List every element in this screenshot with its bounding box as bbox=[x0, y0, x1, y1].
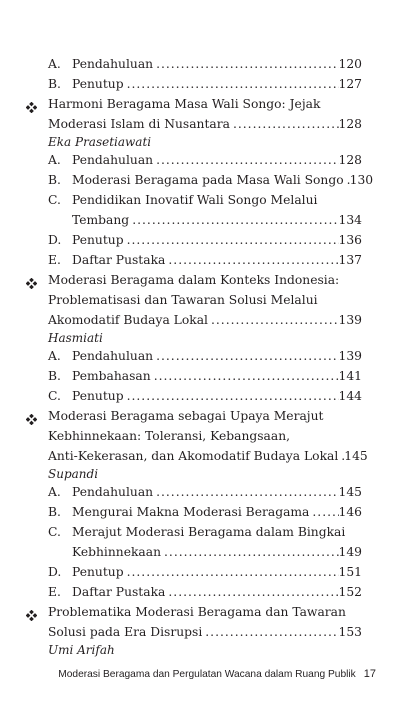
toc-entry-row bbox=[48, 366, 362, 386]
toc-entry-title: Kebhinnekaan bbox=[72, 545, 162, 559]
toc-page-number: 137 bbox=[338, 253, 362, 267]
dot-leader bbox=[129, 210, 338, 230]
toc-entry-title: Moderasi Beragama dalam Konteks Indonesia: bbox=[48, 273, 340, 287]
dot-leader bbox=[153, 150, 338, 170]
toc-subsection-line bbox=[24, 150, 362, 170]
toc-entry-title: Daftar Pustaka bbox=[72, 585, 166, 599]
dot-leader bbox=[124, 74, 339, 94]
table-of-contents bbox=[24, 54, 374, 658]
toc-entry-row bbox=[48, 622, 362, 642]
toc-entry-row bbox=[48, 502, 362, 522]
toc-entry-title: Pembahasan bbox=[72, 369, 151, 383]
toc-subsection-line bbox=[24, 522, 362, 542]
toc-entry-title: Moderasi Beragama pada Masa Wali Songo bbox=[72, 173, 344, 187]
toc-entry-row bbox=[48, 386, 362, 406]
toc-page-number: 139 bbox=[338, 349, 362, 363]
toc-entry-row bbox=[48, 150, 362, 170]
toc-item-letter: E. bbox=[48, 253, 61, 267]
dot-leader bbox=[153, 346, 338, 366]
toc-entry-title: Pendahuluan bbox=[72, 57, 154, 71]
toc-page-number: 144 bbox=[338, 389, 362, 403]
toc-entry-title: Problematika Moderasi Beragama dan Tawaran bbox=[48, 605, 346, 619]
toc-entry-title: Harmoni Beragama Masa Wali Songo: Jejak bbox=[48, 97, 321, 111]
toc-entry-row bbox=[48, 310, 362, 330]
toc-subsection-line bbox=[24, 230, 362, 250]
toc-entry-row bbox=[48, 346, 362, 366]
toc-entry-title: Penutup bbox=[72, 389, 124, 403]
toc-item-letter: B. bbox=[48, 77, 61, 91]
toc-author: Hasmiati bbox=[48, 331, 103, 345]
toc-page-number: 141 bbox=[338, 369, 362, 383]
toc-entry-row bbox=[48, 270, 362, 290]
toc-item-letter: B. bbox=[48, 173, 61, 187]
running-title: Moderasi Beragama dan Pergulatan Wacana dalam Ruang Publik bbox=[58, 669, 356, 680]
four-diamond-bullet-icon bbox=[26, 411, 37, 422]
dot-leader bbox=[202, 622, 338, 642]
toc-entry-title: Moderasi Beragama sebagai Upaya Merajut bbox=[48, 409, 324, 423]
toc-subsection-line bbox=[24, 562, 362, 582]
toc-item-letter: D. bbox=[48, 565, 62, 579]
toc-chapter-line bbox=[24, 446, 368, 466]
toc-entry-row bbox=[48, 562, 362, 582]
toc-item-letter: A. bbox=[48, 485, 61, 499]
toc-page-number: 152 bbox=[338, 585, 362, 599]
dot-leader bbox=[165, 250, 338, 270]
four-diamond-bullet-icon bbox=[26, 607, 37, 618]
toc-entry-row bbox=[48, 230, 362, 250]
toc-page-number: 151 bbox=[338, 565, 362, 579]
toc-entry-title: Pendahuluan bbox=[72, 349, 154, 363]
toc-entry-row bbox=[72, 210, 362, 230]
toc-subsection-line bbox=[24, 502, 362, 522]
toc-entry-title: Pendahuluan bbox=[72, 485, 154, 499]
toc-item-letter: C. bbox=[48, 525, 61, 539]
toc-item-letter: B. bbox=[48, 369, 61, 383]
toc-page-number: 134 bbox=[338, 213, 362, 227]
toc-subsection-line bbox=[24, 210, 362, 230]
toc-author: Supandi bbox=[48, 467, 99, 481]
toc-item-letter: A. bbox=[48, 57, 61, 71]
toc-subsection-line bbox=[24, 250, 362, 270]
toc-entry-title: Daftar Pustaka bbox=[72, 253, 166, 267]
toc-chapter-line bbox=[24, 622, 362, 642]
toc-item-letter: E. bbox=[48, 585, 61, 599]
toc-chapter-line bbox=[24, 310, 362, 330]
toc-entry-row bbox=[48, 290, 362, 310]
toc-chapter-line bbox=[24, 406, 362, 426]
toc-author: Umi Arifah bbox=[48, 643, 115, 657]
toc-chapter-line bbox=[24, 94, 362, 114]
toc-entry-row bbox=[48, 74, 362, 94]
toc-subsection-line bbox=[24, 386, 362, 406]
toc-entry-title: Penutup bbox=[72, 77, 124, 91]
toc-subsection-line bbox=[24, 582, 362, 602]
toc-page-number: 146 bbox=[338, 505, 362, 519]
toc-entry-row bbox=[48, 406, 362, 426]
toc-page-number: 145 bbox=[338, 485, 362, 499]
toc-item-letter: A. bbox=[48, 349, 61, 363]
toc-entry-row bbox=[48, 446, 368, 466]
toc-entry-row bbox=[72, 542, 362, 562]
toc-entry-row bbox=[48, 54, 362, 74]
toc-page-number: 153 bbox=[338, 625, 362, 639]
toc-entry-title: Tembang bbox=[72, 213, 130, 227]
toc-chapter-line bbox=[24, 290, 362, 310]
toc-entry-row bbox=[48, 482, 362, 502]
dot-leader bbox=[161, 542, 339, 562]
toc-entry-title: Kebhinnekaan: Toleransi, Kebangsaan, bbox=[48, 429, 291, 443]
toc-entry-title: Problematisasi dan Tawaran Solusi Melalui bbox=[48, 293, 318, 307]
page-number: 17 bbox=[363, 668, 376, 680]
toc-entry-title: Moderasi Islam di Nusantara bbox=[48, 117, 230, 131]
toc-page-number: 145 bbox=[344, 449, 368, 463]
toc-chapter-line bbox=[24, 270, 362, 290]
toc-page-number: 130 bbox=[349, 173, 374, 187]
toc-entry-row bbox=[48, 250, 362, 270]
toc-item-letter: B. bbox=[48, 505, 61, 519]
toc-chapter-line bbox=[24, 602, 362, 622]
dot-leader bbox=[124, 230, 339, 250]
toc-entry-title: Pendidikan Inovatif Wali Songo Melalui bbox=[72, 193, 318, 207]
toc-subsection-line bbox=[24, 366, 362, 386]
page-footer bbox=[0, 668, 376, 680]
dot-leader bbox=[124, 386, 339, 406]
toc-entry-title: Mengurai Makna Moderasi Beragama bbox=[72, 505, 310, 519]
toc-page-number: 128 bbox=[338, 153, 362, 167]
toc-entry-row bbox=[48, 582, 362, 602]
four-diamond-bullet-icon bbox=[26, 275, 37, 286]
toc-item-letter: A. bbox=[48, 153, 61, 167]
toc-entry-row bbox=[48, 190, 362, 210]
dot-leader bbox=[230, 114, 339, 134]
toc-entry-row bbox=[48, 426, 362, 446]
toc-entry-row bbox=[48, 114, 362, 134]
toc-subsection-line bbox=[24, 190, 362, 210]
toc-subsection-line bbox=[24, 346, 362, 366]
four-diamond-bullet-icon bbox=[26, 99, 37, 110]
toc-entry-row bbox=[48, 522, 362, 542]
toc-item-letter: D. bbox=[48, 233, 62, 247]
dot-leader bbox=[153, 482, 338, 502]
dot-leader bbox=[208, 310, 339, 330]
toc-entry-row bbox=[48, 602, 362, 622]
toc-entry-title: Solusi pada Era Disrupsi bbox=[48, 625, 203, 639]
toc-entry-row bbox=[48, 94, 362, 114]
toc-entry-title: Akomodatif Budaya Lokal bbox=[48, 313, 208, 327]
toc-chapter-line bbox=[24, 114, 362, 134]
toc-page-number: 120 bbox=[338, 57, 362, 71]
toc-entry-title: Merajut Moderasi Beragama dalam Bingkai bbox=[72, 525, 346, 539]
toc-chapter-line bbox=[24, 426, 362, 446]
toc-subsection-line bbox=[24, 482, 362, 502]
toc-entry-row bbox=[48, 170, 374, 190]
toc-item-letter: C. bbox=[48, 193, 61, 207]
toc-author: Eka Prasetiawati bbox=[48, 135, 152, 149]
toc-page-number: 139 bbox=[338, 313, 362, 327]
toc-subsection-line bbox=[24, 542, 362, 562]
dot-leader bbox=[165, 582, 338, 602]
toc-entry-title: Penutup bbox=[72, 233, 124, 247]
toc-page-number: 127 bbox=[338, 77, 362, 91]
dot-leader bbox=[151, 366, 339, 386]
dot-leader bbox=[124, 562, 339, 582]
toc-entry-title: Penutup bbox=[72, 565, 124, 579]
dot-leader bbox=[309, 502, 338, 522]
dot-leader bbox=[153, 54, 338, 74]
toc-subsection-line bbox=[24, 74, 362, 94]
toc-entry-title: Anti-Kekerasan, dan Akomodatif Budaya Lokal bbox=[48, 449, 339, 463]
toc-item-letter: C. bbox=[48, 389, 61, 403]
toc-subsection-line bbox=[24, 54, 362, 74]
toc-page-number: 149 bbox=[338, 545, 362, 559]
toc-page-number: 128 bbox=[338, 117, 362, 131]
toc-entry-title: Pendahuluan bbox=[72, 153, 154, 167]
toc-subsection-line bbox=[24, 170, 374, 190]
toc-page-number: 136 bbox=[338, 233, 362, 247]
